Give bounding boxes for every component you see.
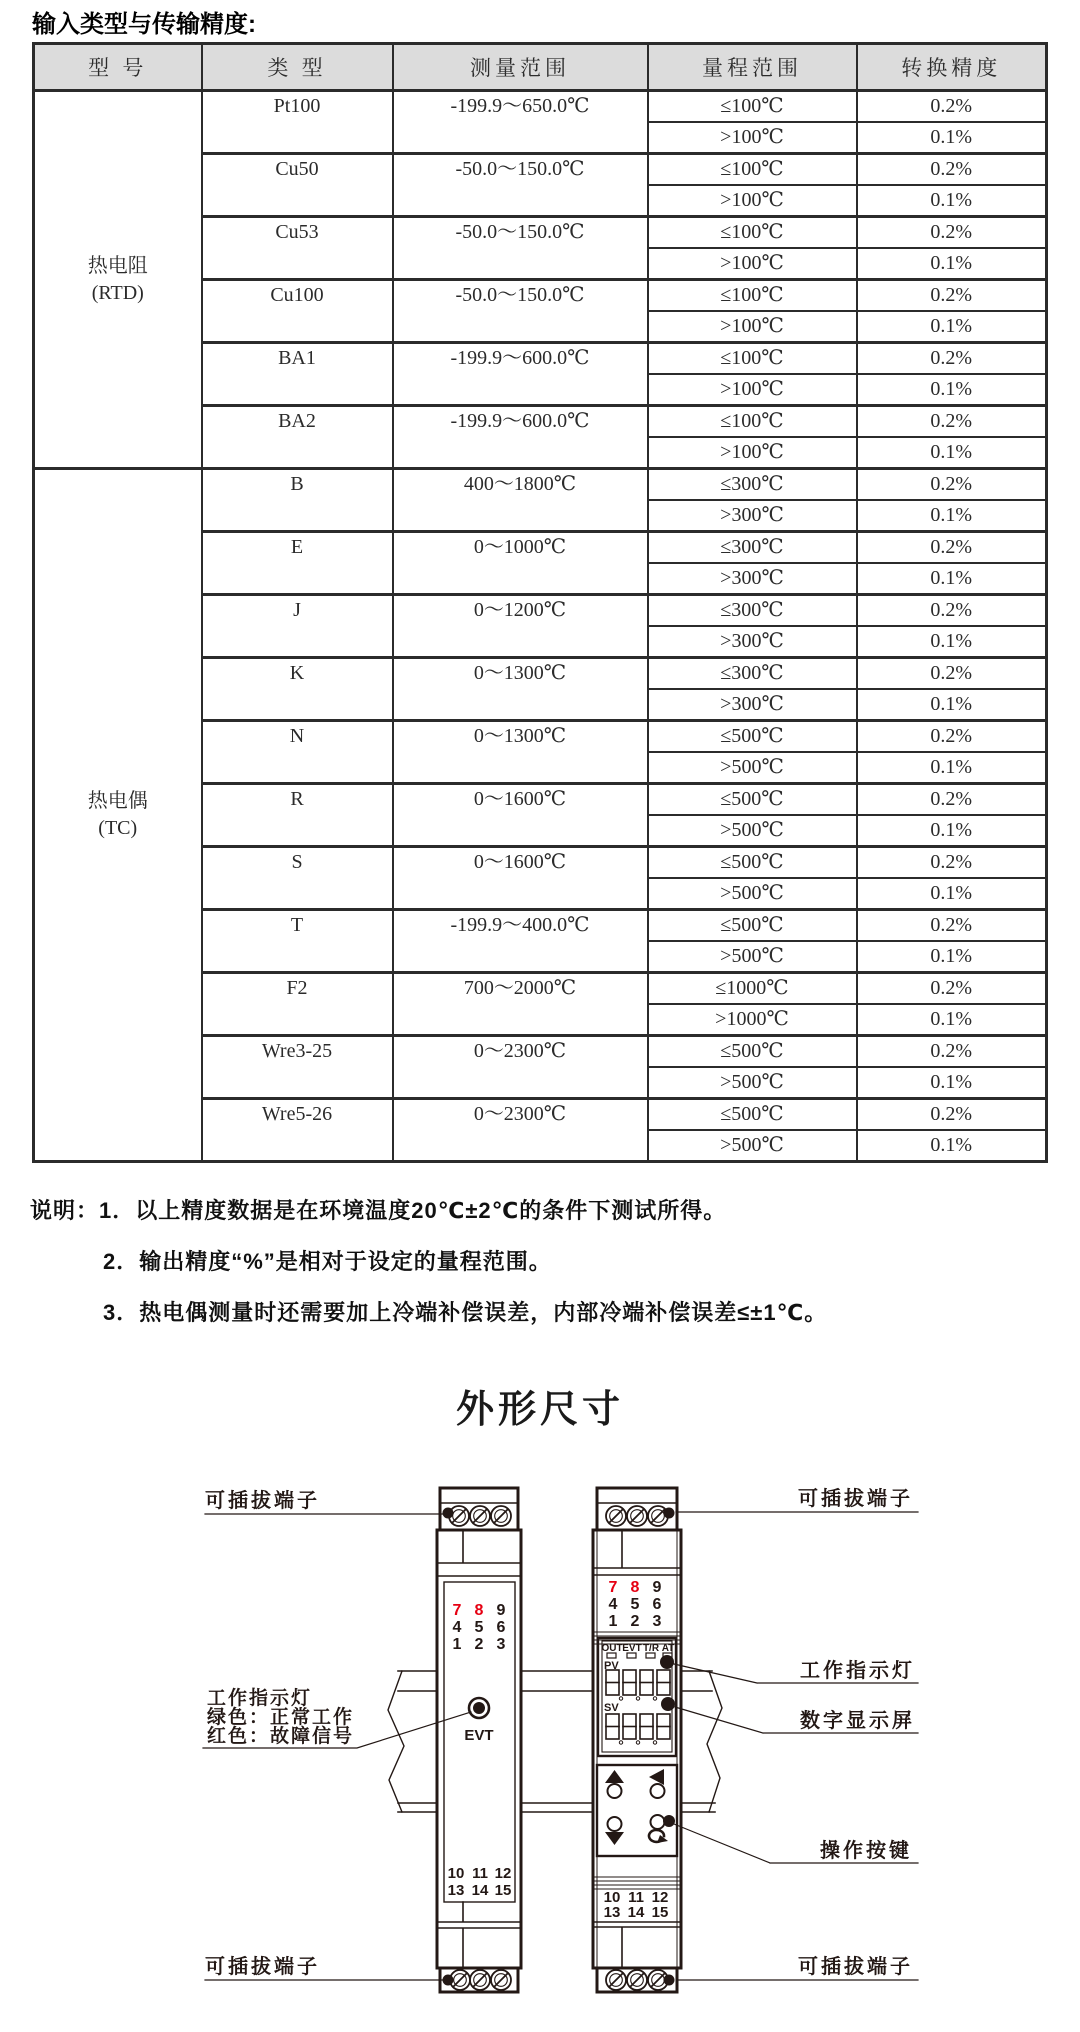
- accuracy-cell: 0.2%: [857, 784, 1047, 816]
- work-led-dot: [660, 1655, 674, 1669]
- span-range-cell: >300℃: [648, 626, 857, 658]
- accuracy-cell: 0.1%: [857, 122, 1047, 154]
- span-range-cell: ≤500℃: [648, 847, 857, 879]
- terminal-numbers-top-right: [609, 1579, 662, 1630]
- terminal-numbers-bottom-left: [448, 1865, 512, 1899]
- measure-range-cell: -199.9～600.0℃: [393, 343, 648, 406]
- type-cell: F2: [202, 973, 393, 1036]
- table-row: [34, 469, 1047, 501]
- span-range-cell: ≤100℃: [648, 217, 857, 249]
- span-range-cell: ≤100℃: [648, 91, 857, 123]
- measure-range-cell: 700～2000℃: [393, 973, 648, 1036]
- terminal-7: 7: [608, 1579, 618, 1596]
- accuracy-cell: 0.1%: [857, 626, 1047, 658]
- terminal-2: 2: [630, 1613, 640, 1630]
- label-operation-keys: 操作按键: [820, 1840, 912, 1862]
- span-range-cell: ≤100℃: [648, 343, 857, 375]
- indicator-labels: [601, 1643, 674, 1654]
- model-cell: 热电阻 (RTD): [34, 91, 202, 469]
- span-range-cell: ≤500℃: [648, 721, 857, 753]
- accuracy-cell: 0.2%: [857, 280, 1047, 312]
- accuracy-cell: 0.2%: [857, 469, 1047, 501]
- span-range-cell: >100℃: [648, 185, 857, 217]
- column-header-2: 测量范围: [393, 44, 648, 91]
- type-cell: N: [202, 721, 393, 784]
- terminal-9: 9: [496, 1602, 506, 1619]
- terminal-12: 12: [651, 1889, 669, 1906]
- span-range-cell: ≤500℃: [648, 1099, 857, 1131]
- label-work-light-line1: 工作指示灯: [207, 1688, 313, 1709]
- model-cell: 热电偶 (TC): [34, 469, 202, 1162]
- span-range-cell: >300℃: [648, 500, 857, 532]
- keys-led-dot: [663, 1815, 675, 1827]
- accuracy-cell: 0.2%: [857, 217, 1047, 249]
- leader-dot: [664, 1975, 675, 1986]
- column-header-4: 转换精度: [857, 44, 1047, 91]
- terminal-8: 8: [630, 1579, 640, 1596]
- indicator-at: AT: [661, 1643, 675, 1654]
- accuracy-cell: 0.2%: [857, 1099, 1047, 1131]
- measure-range-cell: -199.9～600.0℃: [393, 406, 648, 469]
- accuracy-cell: 0.1%: [857, 248, 1047, 280]
- terminal-15: 15: [651, 1904, 669, 1921]
- accuracy-cell: 0.2%: [857, 595, 1047, 627]
- accuracy-cell: 0.1%: [857, 878, 1047, 910]
- terminal-7: 7: [452, 1602, 462, 1619]
- terminal-numbers-top-left: [453, 1602, 506, 1653]
- span-range-cell: ≤300℃: [648, 595, 857, 627]
- indicator-evt: EVT: [622, 1643, 642, 1654]
- label-work-light-line3: 红色：故障信号: [207, 1726, 355, 1747]
- terminal-15: 15: [494, 1882, 512, 1899]
- measure-range-cell: 0～1600℃: [393, 847, 648, 910]
- span-range-cell: >500℃: [648, 815, 857, 847]
- outline-dimensions-drawing: [0, 1470, 1080, 2032]
- terminal-13: 13: [603, 1904, 621, 1921]
- terminal-13: 13: [447, 1882, 465, 1899]
- accuracy-cell: 0.2%: [857, 658, 1047, 690]
- measure-range-cell: 0～2300℃: [393, 1036, 648, 1099]
- accuracy-cell: 0.1%: [857, 1130, 1047, 1162]
- indicator-tr: T/R: [642, 1643, 660, 1654]
- measure-range-cell: 400～1800℃: [393, 469, 648, 532]
- accuracy-cell: 0.2%: [857, 721, 1047, 753]
- terminal-5: 5: [630, 1596, 640, 1613]
- measure-range-cell: -50.0～150.0℃: [393, 217, 648, 280]
- measure-range-cell: -199.9～400.0℃: [393, 910, 648, 973]
- span-range-cell: >500℃: [648, 1067, 857, 1099]
- span-range-cell: >100℃: [648, 437, 857, 469]
- accuracy-cell: 0.1%: [857, 689, 1047, 721]
- accuracy-cell: 0.1%: [857, 437, 1047, 469]
- span-range-cell: >500℃: [648, 752, 857, 784]
- type-cell: Pt100: [202, 91, 393, 154]
- accuracy-cell: 0.1%: [857, 1067, 1047, 1099]
- type-cell: Cu50: [202, 154, 393, 217]
- accuracy-cell: 0.1%: [857, 185, 1047, 217]
- span-range-cell: ≤1000℃: [648, 973, 857, 1005]
- span-range-cell: >300℃: [648, 563, 857, 595]
- table-row: [34, 91, 1047, 123]
- accuracy-cell: 0.2%: [857, 343, 1047, 375]
- span-range-cell: >500℃: [648, 878, 857, 910]
- span-range-cell: ≤500℃: [648, 784, 857, 816]
- type-cell: B: [202, 469, 393, 532]
- label-digital-display: 数字显示屏: [800, 1710, 915, 1732]
- leader-dot: [443, 1508, 454, 1519]
- accuracy-cell: 0.2%: [857, 973, 1047, 1005]
- span-range-cell: ≤100℃: [648, 280, 857, 312]
- sv-label: SV: [604, 1702, 619, 1714]
- accuracy-cell: 0.1%: [857, 815, 1047, 847]
- type-cell: BA2: [202, 406, 393, 469]
- span-range-cell: >100℃: [648, 122, 857, 154]
- label-pluggable-terminal-top-left: 可插拔端子: [205, 1490, 320, 1512]
- terminal-11: 11: [472, 1865, 488, 1882]
- pv-label: PV: [604, 1660, 619, 1672]
- terminal-10: 10: [447, 1865, 465, 1882]
- accuracy-cell: 0.1%: [857, 374, 1047, 406]
- span-range-cell: ≤100℃: [648, 406, 857, 438]
- label-work-light-line2: 绿色：正常工作: [207, 1707, 355, 1728]
- type-cell: R: [202, 784, 393, 847]
- column-header-3: 量程范围: [648, 44, 857, 91]
- accuracy-cell: 0.1%: [857, 752, 1047, 784]
- indicator-out: OUT: [601, 1643, 623, 1654]
- terminal-11: 11: [628, 1889, 644, 1906]
- accuracy-cell: 0.2%: [857, 91, 1047, 123]
- measure-range-cell: 0～1300℃: [393, 721, 648, 784]
- table-body: [34, 91, 1047, 1162]
- note-line-2: 2．输出精度“%”是相对于设定的量程范围。: [103, 1249, 552, 1274]
- measure-range-cell: -50.0～150.0℃: [393, 280, 648, 343]
- terminal-14: 14: [471, 1882, 489, 1899]
- terminal-6: 6: [496, 1619, 506, 1636]
- accuracy-cell: 0.1%: [857, 311, 1047, 343]
- span-range-cell: ≤100℃: [648, 154, 857, 186]
- terminal-10: 10: [603, 1889, 621, 1906]
- terminal-3: 3: [496, 1636, 506, 1653]
- span-range-cell: ≤300℃: [648, 658, 857, 690]
- span-range-cell: >500℃: [648, 1130, 857, 1162]
- span-range-cell: >100℃: [648, 248, 857, 280]
- table-header-row: [34, 44, 1047, 91]
- evt-label: EVT: [464, 1727, 494, 1744]
- terminal-4: 4: [608, 1596, 618, 1613]
- terminal-8: 8: [474, 1602, 484, 1619]
- type-cell: Wre3-25: [202, 1036, 393, 1099]
- label-pluggable-terminal-bottom-left: 可插拔端子: [205, 1956, 320, 1978]
- measure-range-cell: 0～1600℃: [393, 784, 648, 847]
- terminal-5: 5: [474, 1619, 484, 1636]
- type-cell: S: [202, 847, 393, 910]
- type-cell: K: [202, 658, 393, 721]
- leader-dot: [664, 1508, 675, 1519]
- type-cell: E: [202, 532, 393, 595]
- device-right: [593, 1488, 681, 1992]
- span-range-cell: ≤300℃: [648, 469, 857, 501]
- terminal-14: 14: [627, 1904, 645, 1921]
- terminal-3: 3: [652, 1613, 662, 1630]
- note-line-1: 说明：1．以上精度数据是在环境温度20℃±2℃的条件下测试所得。: [30, 1198, 727, 1223]
- display-led-dot: [661, 1697, 675, 1711]
- accuracy-cell: 0.1%: [857, 941, 1047, 973]
- outline-dimensions-title: 外形尺寸: [455, 1389, 624, 1431]
- span-range-cell: ≤500℃: [648, 1036, 857, 1068]
- rail-break-left: [388, 1671, 404, 1812]
- column-header-0: 型 号: [34, 44, 202, 91]
- note-line-3: 3．热电偶测量时还需要加上冷端补偿误差，内部冷端补偿误差≤±1℃。: [103, 1300, 828, 1325]
- span-range-cell: >1000℃: [648, 1004, 857, 1036]
- type-cell: Cu53: [202, 217, 393, 280]
- measure-range-cell: 0～1200℃: [393, 595, 648, 658]
- label-work-light-right: 工作指示灯: [800, 1660, 915, 1682]
- label-pluggable-terminal-bottom-right: 可插拔端子: [798, 1956, 913, 1978]
- measure-range-cell: 0～2300℃: [393, 1099, 648, 1162]
- accuracy-cell: 0.2%: [857, 1036, 1047, 1068]
- accuracy-cell: 0.1%: [857, 563, 1047, 595]
- span-range-cell: >100℃: [648, 311, 857, 343]
- input-type-accuracy-table: [32, 42, 1048, 1163]
- terminal-6: 6: [652, 1596, 662, 1613]
- measure-range-cell: -199.9～650.0℃: [393, 91, 648, 154]
- accuracy-cell: 0.1%: [857, 1004, 1047, 1036]
- label-pluggable-terminal-top-right: 可插拔端子: [798, 1488, 913, 1510]
- terminal-4: 4: [452, 1619, 462, 1636]
- accuracy-cell: 0.2%: [857, 406, 1047, 438]
- rail-break-right: [707, 1671, 722, 1812]
- type-cell: Wre5-26: [202, 1099, 393, 1162]
- accuracy-cell: 0.2%: [857, 910, 1047, 942]
- page-title: 输入类型与传输精度:: [32, 11, 256, 38]
- terminal-numbers-bottom-right: [604, 1889, 669, 1921]
- span-range-cell: >300℃: [648, 689, 857, 721]
- measure-range-cell: 0～1300℃: [393, 658, 648, 721]
- measure-range-cell: -50.0～150.0℃: [393, 154, 648, 217]
- terminal-1: 1: [452, 1636, 462, 1653]
- span-range-cell: >100℃: [648, 374, 857, 406]
- span-range-cell: >500℃: [648, 941, 857, 973]
- accuracy-cell: 0.2%: [857, 847, 1047, 879]
- type-cell: J: [202, 595, 393, 658]
- terminal-1: 1: [608, 1613, 618, 1630]
- span-range-cell: ≤300℃: [648, 532, 857, 564]
- accuracy-cell: 0.1%: [857, 500, 1047, 532]
- terminal-2: 2: [474, 1636, 484, 1653]
- measure-range-cell: 0～1000℃: [393, 532, 648, 595]
- terminal-9: 9: [652, 1579, 662, 1596]
- span-range-cell: ≤500℃: [648, 910, 857, 942]
- terminal-12: 12: [494, 1865, 512, 1882]
- accuracy-cell: 0.2%: [857, 154, 1047, 186]
- accuracy-cell: 0.2%: [857, 532, 1047, 564]
- device-left: [437, 1488, 521, 1992]
- column-header-1: 类 型: [202, 44, 393, 91]
- type-cell: T: [202, 910, 393, 973]
- type-cell: Cu100: [202, 280, 393, 343]
- type-cell: BA1: [202, 343, 393, 406]
